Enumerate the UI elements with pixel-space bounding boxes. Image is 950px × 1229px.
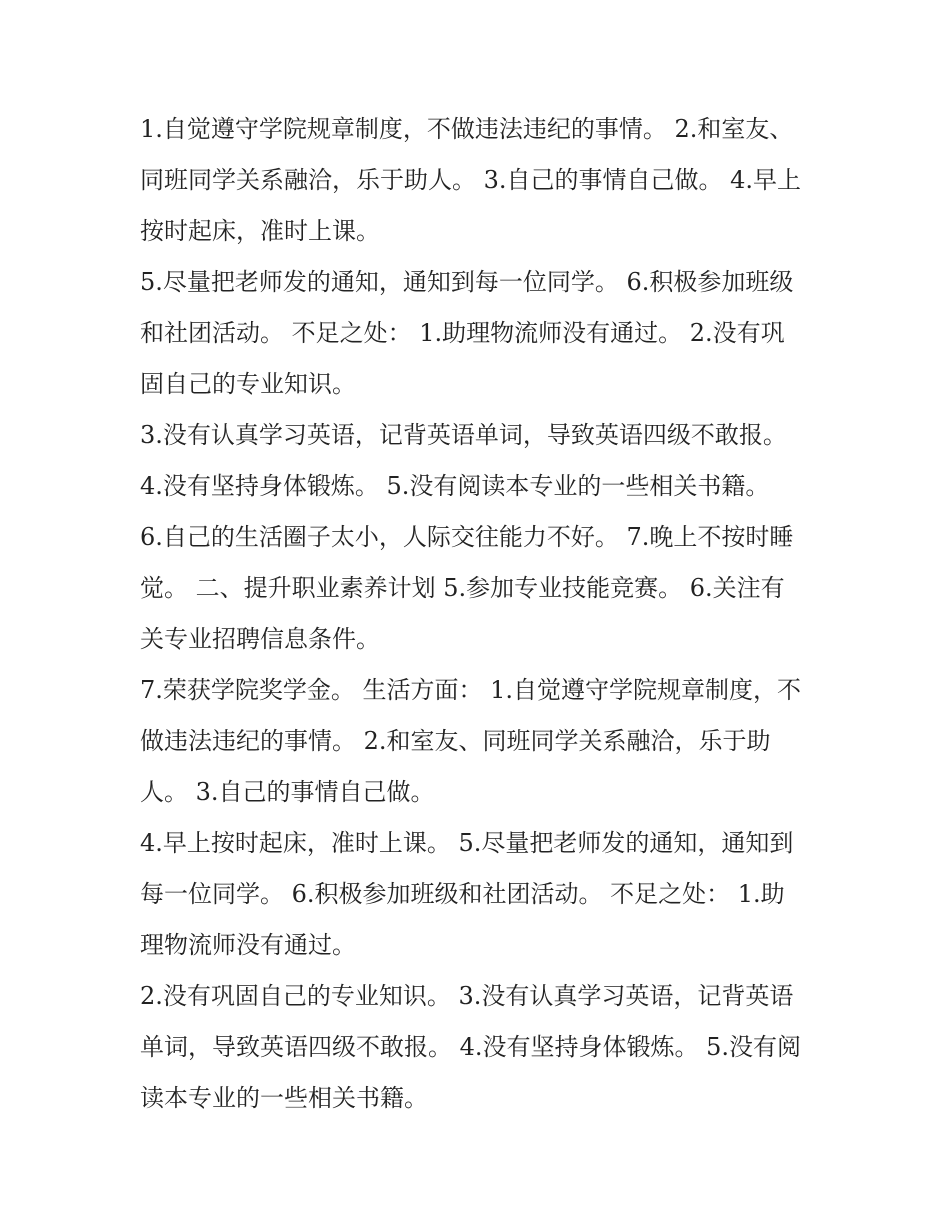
text-line: 5.尽量把老师发的通知，通知到每一位同学。 6.积极参加班级 [140, 268, 794, 296]
text-line: 做违法违纪的事情。 2.和室友、同班同学关系融洽，乐于助 [140, 727, 771, 755]
text-line: 1.自觉遵守学院规章制度，不做违法违纪的事情。 2.和室友、 [140, 115, 794, 143]
text-line: 2.没有巩固自己的专业知识。 3.没有认真学习英语，记背英语 [140, 982, 794, 1010]
text-line: 4.早上按时起床，准时上课。 5.尽量把老师发的通知，通知到 [140, 829, 794, 857]
text-line: 按时起床，准时上课。 [140, 217, 380, 245]
text-line: 读本专业的一些相关书籍。 [140, 1084, 428, 1112]
text-line: 觉。 二、提升职业素养计划 5.参加专业技能竞赛。 6.关注有 [140, 574, 785, 602]
text-line: 理物流师没有通过。 [140, 931, 356, 959]
text-line: 关专业招聘信息条件。 [140, 625, 380, 653]
text-line: 6.自己的生活圈子太小，人际交往能力不好。 7.晚上不按时睡 [140, 523, 794, 551]
text-line: 每一位同学。 6.积极参加班级和社团活动。 不足之处： 1.助 [140, 880, 785, 908]
text-line: 单词，导致英语四级不敢报。 4.没有坚持身体锻炼。 5.没有阅 [140, 1033, 802, 1061]
text-line: 固自己的专业知识。 [140, 370, 356, 398]
text-line: 3.没有认真学习英语，记背英语单词，导致英语四级不敢报。 [140, 421, 787, 449]
text-line: 7.荣获学院奖学金。 生活方面： 1.自觉遵守学院规章制度，不 [140, 676, 802, 704]
text-line: 同班同学关系融洽，乐于助人。 3.自己的事情自己做。 4.早上 [140, 166, 802, 194]
text-line: 人。 3.自己的事情自己做。 [140, 778, 435, 806]
document-page [140, 104, 820, 1124]
text-line: 4.没有坚持身体锻炼。 5.没有阅读本专业的一些相关书籍。 [140, 472, 770, 500]
text-line: 和社团活动。 不足之处： 1.助理物流师没有通过。 2.没有巩 [140, 319, 785, 347]
